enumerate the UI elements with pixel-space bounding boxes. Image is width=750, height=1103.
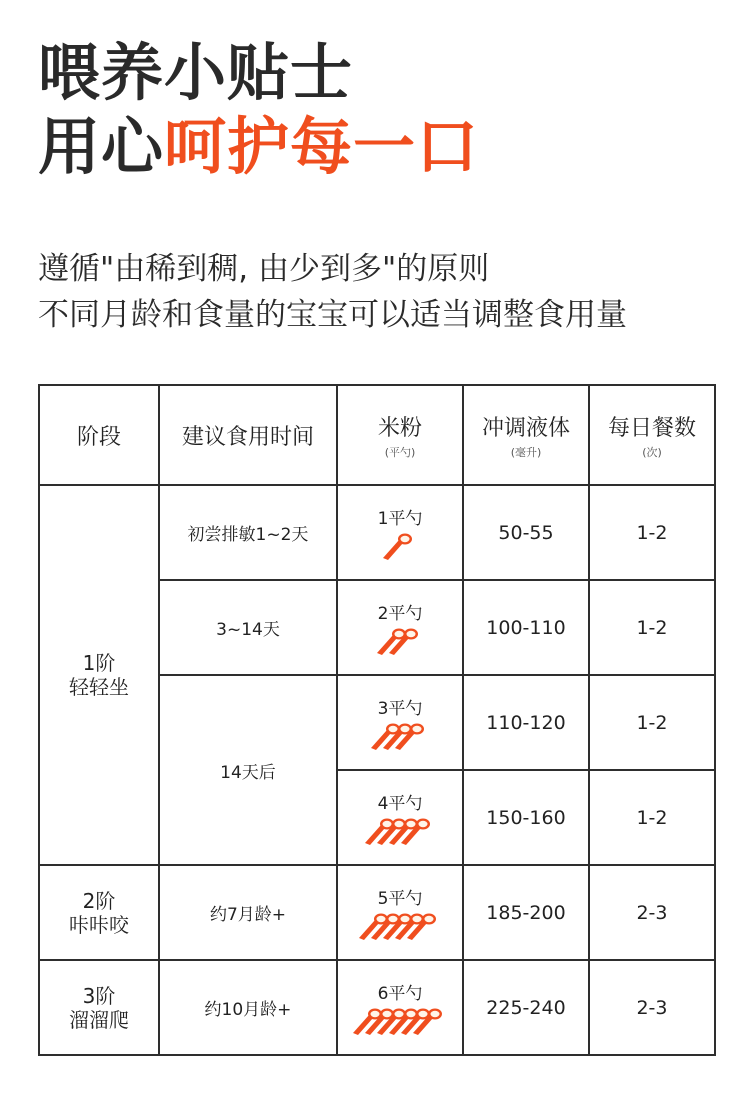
time-cell: 3~14天 [159, 580, 337, 675]
spoon-label: 2平勺 [377, 604, 423, 624]
headline-line2-plain: 用心 [38, 110, 165, 183]
stage-number: 3阶 [82, 983, 116, 1008]
spoon-label: 1平勺 [377, 509, 423, 529]
spoon-label: 3平勺 [377, 699, 423, 719]
headline-line2-accent: 呵护每一口 [164, 110, 480, 183]
feeding-table [38, 384, 716, 1056]
time-cell: 约10月龄+ [159, 960, 337, 1055]
spoon-cell [337, 580, 463, 675]
header-rice-label: 米粉 [377, 415, 422, 441]
time-cell: 14天后 [159, 675, 337, 865]
spoon-cell [337, 960, 463, 1055]
header-meals-label: 每日餐数 [607, 415, 696, 441]
meals-cell: 1-2 [589, 770, 715, 865]
header-rice [337, 385, 463, 485]
subtitle-line1: 遵循"由稀到稠, 由少到多"的原则 [38, 251, 490, 287]
header-meals-unit: (次) [642, 445, 662, 459]
orange-measuring-spoon-icon [381, 531, 419, 561]
header-liquid-unit: (毫升) [510, 445, 542, 459]
header-rice-unit: (平勺) [384, 445, 416, 459]
liquid-cell: 185-200 [463, 865, 589, 960]
subtitle-line2: 不同月龄和食量的宝宝可以适当调整食用量 [38, 297, 627, 333]
time-cell: 约7月龄+ [159, 865, 337, 960]
table-row [39, 485, 715, 580]
meals-cell: 1-2 [589, 580, 715, 675]
liquid-cell: 110-120 [463, 675, 589, 770]
orange-measuring-spoon-icon [357, 911, 443, 941]
meals-cell: 2-3 [589, 865, 715, 960]
headline-line2 [38, 110, 479, 184]
stage-cell [39, 865, 159, 960]
spoon-cell [337, 770, 463, 865]
stage-name: 溜溜爬 [69, 1007, 129, 1032]
spoon-label: 4平勺 [377, 794, 423, 814]
spoon-icon [383, 534, 412, 561]
spoon-label: 5平勺 [377, 889, 423, 909]
orange-measuring-spoon-icon [369, 721, 431, 751]
liquid-cell: 150-160 [463, 770, 589, 865]
spoon-cell [337, 675, 463, 770]
stage-name: 轻轻坐 [69, 675, 129, 699]
table-row [39, 960, 715, 1055]
orange-measuring-spoon-icon [375, 626, 425, 656]
table-row [39, 865, 715, 960]
header-meals [589, 385, 715, 485]
headline-line1: 喂养小贴士 [38, 36, 354, 109]
header-stage-label: 阶段 [76, 424, 121, 450]
liquid-cell: 100-110 [463, 580, 589, 675]
stage-number: 1阶 [82, 651, 116, 675]
meals-cell: 1-2 [589, 485, 715, 580]
stage-name: 咔咔咬 [69, 912, 129, 937]
liquid-cell: 225-240 [463, 960, 589, 1055]
time-cell: 初尝排敏1~2天 [159, 485, 337, 580]
header-stage [39, 385, 159, 485]
meals-cell: 2-3 [589, 960, 715, 1055]
orange-measuring-spoon-icon [351, 1006, 449, 1036]
spoon-cell [337, 485, 463, 580]
orange-measuring-spoon-icon [363, 816, 437, 846]
spoon-cell [337, 865, 463, 960]
header-time [159, 385, 337, 485]
meals-cell: 1-2 [589, 675, 715, 770]
header-liquid-label: 冲调液体 [481, 415, 570, 441]
liquid-cell: 50-55 [463, 485, 589, 580]
stage-cell [39, 485, 159, 865]
stage-number: 2阶 [82, 888, 116, 913]
table-header-row [39, 385, 715, 485]
header-liquid [463, 385, 589, 485]
subtitle [38, 246, 627, 338]
headline [38, 36, 479, 184]
stage-cell [39, 960, 159, 1055]
header-time-label: 建议食用时间 [181, 424, 314, 450]
spoon-label: 6平勺 [377, 984, 423, 1004]
